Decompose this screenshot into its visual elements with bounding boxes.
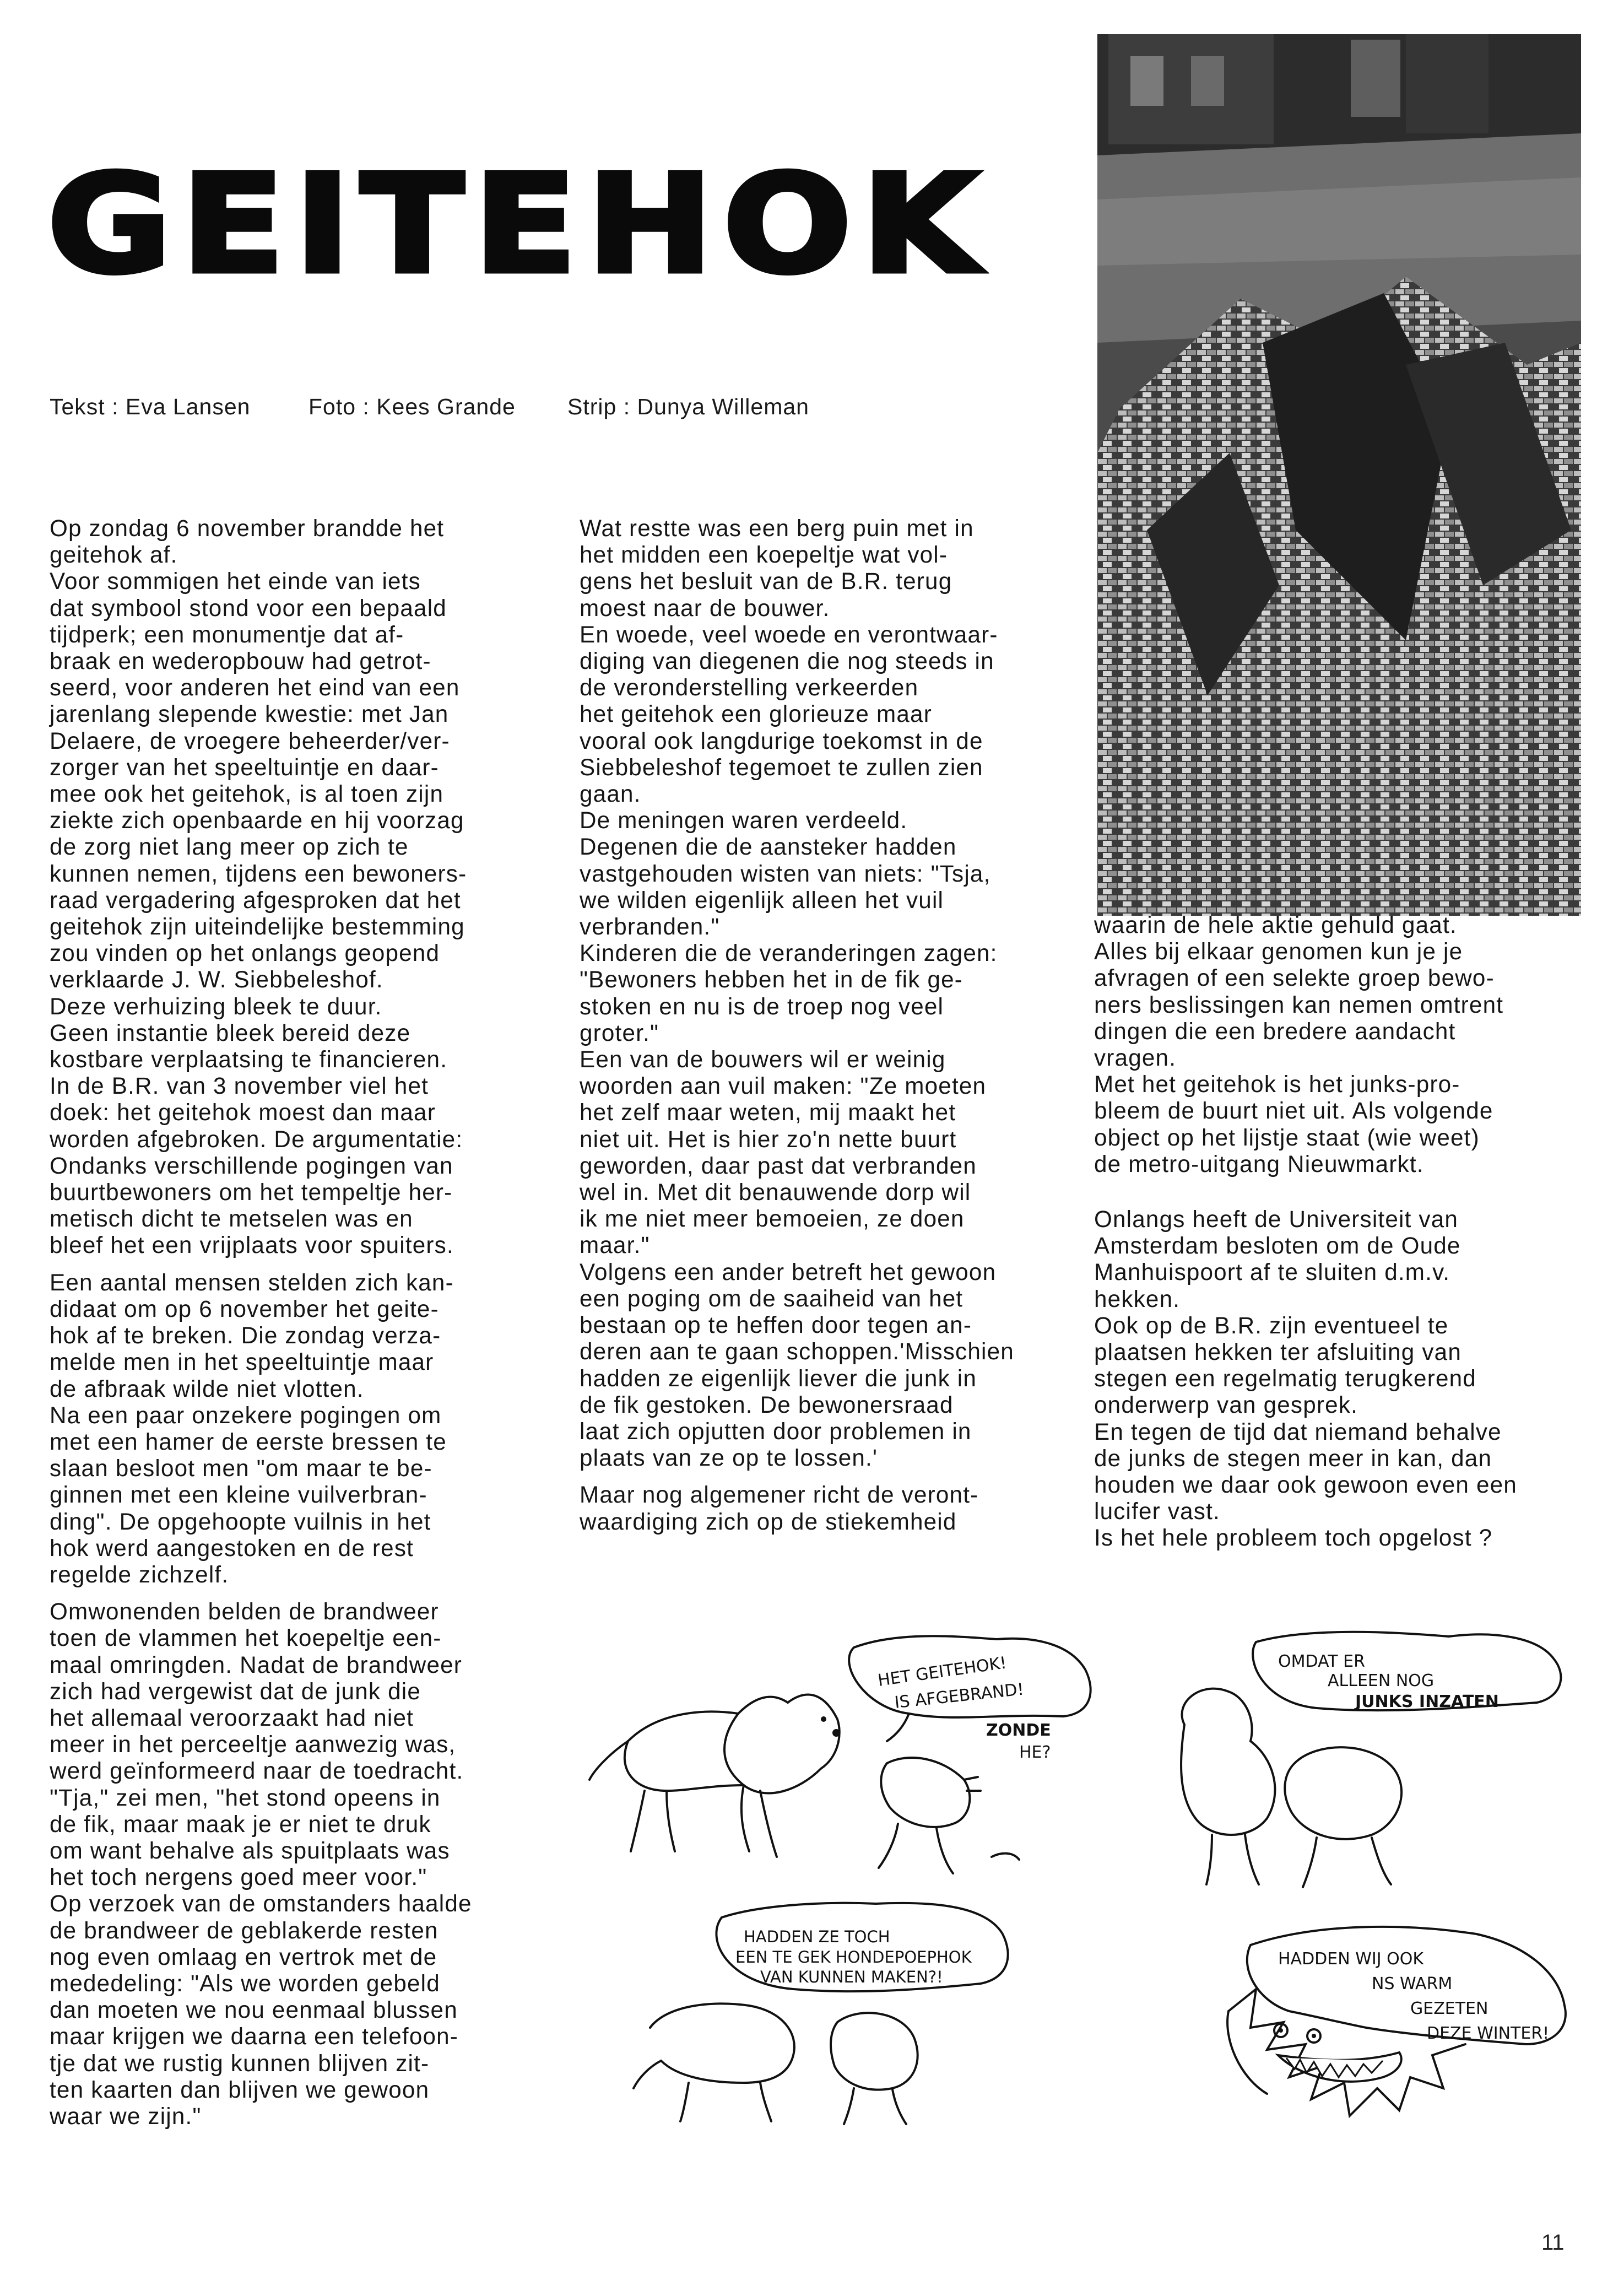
text-line: geitehok af. <box>50 542 178 568</box>
text-line: braak en wederopbouw had getrot- <box>50 648 431 674</box>
text-line: worden afgebroken. De argumentatie: <box>50 1126 463 1152</box>
article-title: GEITEHOK <box>47 146 989 303</box>
credit-text: Tekst : Eva Lansen <box>50 394 251 419</box>
text-line: werd geïnformeerd naar de toedracht. <box>50 1758 464 1784</box>
text-line: de afbraak wilde niet vlotten. <box>50 1375 364 1402</box>
text-line: waardiging zich op de stiekemheid <box>580 1508 957 1535</box>
col2-para-2 <box>580 1482 1014 1535</box>
text-line: dat symbool stond voor een bepaald <box>50 595 447 621</box>
text-line: Voor sommigen het einde van iets <box>50 568 421 595</box>
text-line: dan moeten we nou eenmaal blussen <box>50 1997 458 2023</box>
text-line: buurtbewoners om het tempeltje her- <box>50 1179 453 1206</box>
col1-para-2 <box>50 1269 472 1588</box>
text-line: meer in het perceeltje aanwezig was, <box>50 1731 456 1758</box>
col2-para-1 <box>580 515 1014 1471</box>
text-line: Kinderen die de veranderingen zagen: <box>580 940 998 966</box>
credit-photo: Foto : Kees Grande <box>308 394 516 419</box>
text-line: de brandweer de geblakerde resten <box>50 1917 439 1943</box>
speech-text: NS WARM <box>1372 1974 1453 1994</box>
speech-text: IS AFGEBRAND! <box>894 1679 1025 1712</box>
text-line: Wat restte was een berg puin met in <box>580 515 974 541</box>
cartoon-panel-4 <box>1217 1912 1581 2143</box>
text-line: Ook op de B.R. zijn eventueel te <box>1094 1312 1449 1338</box>
text-line: gens het besluit van de B.R. terug <box>580 568 952 595</box>
text-line: om want behalve als spuitplaats was <box>50 1837 450 1863</box>
text-line: maar krijgen we daarna een telefoon- <box>50 2023 459 2050</box>
text-line: woorden aan vuil maken: "Ze moeten <box>580 1073 987 1099</box>
text-line: het toch nergens goed meer voor." <box>50 1864 427 1890</box>
text-line: doek: het geitehok moest dan maar <box>50 1099 436 1126</box>
text-line: plaatsen hekken ter afsluiting van <box>1094 1339 1462 1365</box>
text-line: Met het geitehok is het junks-pro- <box>1094 1071 1460 1098</box>
text-line: bleem de buurt niet uit. Als volgende <box>1094 1098 1493 1124</box>
text-line: regelde zichzelf. <box>50 1561 229 1587</box>
text-line: Een van de bouwers wil er weinig <box>580 1046 946 1073</box>
text-line: een poging om de saaiheid van het <box>580 1285 964 1311</box>
text-line: En tegen de tijd dat niemand behalve <box>1094 1418 1502 1445</box>
text-line: waar we zijn." <box>50 2103 202 2129</box>
text-line: de metro-uitgang Nieuwmarkt. <box>1094 1150 1424 1177</box>
text-line: tje dat we rustig kunnen blijven zit- <box>50 2050 430 2076</box>
text-line: "Tja," zei men, "het stond opeens in <box>50 1784 441 1811</box>
text-line: nog even omlaag en vertrok met de <box>50 1943 437 1970</box>
text-line: de fik gestoken. De bewonersraad <box>580 1391 954 1418</box>
text-line: object op het lijstje staat (wie weet) <box>1094 1124 1480 1150</box>
text-line: verklaarde J. W. Siebbeleshof. <box>50 966 383 993</box>
speech-text: ALLEEN NOG <box>1328 1671 1435 1690</box>
text-line: kunnen nemen, tijdens een bewoners- <box>50 860 467 887</box>
text-line: verbranden." <box>580 914 720 940</box>
text-line: de zorg niet lang meer op zich te <box>50 834 409 860</box>
text-line: toen de vlammen het koepeltje een- <box>50 1625 442 1651</box>
speech-text: ZONDE <box>986 1721 1051 1740</box>
text-line: Maar nog algemener richt de veront- <box>580 1482 979 1508</box>
text-line: de veronderstelling verkeerden <box>580 674 919 701</box>
text-line: Alles bij elkaar genomen kun je je <box>1094 938 1463 965</box>
text-line: Op verzoek van de omstanders haalde <box>50 1890 472 1917</box>
column-1 <box>50 515 472 2140</box>
text-line: geitehok zijn uiteindelijke bestemming <box>50 914 465 940</box>
text-line: maar." <box>580 1232 650 1258</box>
text-line: waarin de hele aktie gehuld gaat. <box>1094 912 1457 938</box>
text-line: mededeling: "Als we worden gebeld <box>50 1970 440 1996</box>
text-line: zou vinden op het onlangs geopend <box>50 940 440 966</box>
text-line: De meningen waren verdeeld. <box>580 807 908 834</box>
col3-para-1 <box>1094 912 1517 1177</box>
text-line: het geitehok een glorieuze maar <box>580 701 932 727</box>
text-line: hok af te breken. Die zondag verza- <box>50 1322 441 1349</box>
text-line: ten kaarten dan blijven we gewoon <box>50 2076 430 2103</box>
speech-text: OMDAT ER <box>1278 1652 1365 1671</box>
text-line: gaan. <box>580 781 641 807</box>
text-line: vragen. <box>1094 1045 1177 1071</box>
column-2 <box>580 515 1014 1546</box>
text-line: didaat om op 6 november het geite- <box>50 1295 439 1322</box>
rubble-photo <box>1097 34 1581 916</box>
text-line: tijdperk; een monumentje dat af- <box>50 621 404 647</box>
text-line: hok werd aangestoken en de rest <box>50 1535 414 1561</box>
text-line: melde men in het speeltuintje maar <box>50 1349 434 1375</box>
text-line: deren aan te gaan schoppen.'Misschien <box>580 1338 1014 1365</box>
text-line: ziekte zich openbaarde en hij voorzag <box>50 807 464 834</box>
text-line: wel in. Met dit benauwende dorp wil <box>580 1179 971 1206</box>
text-line: ners beslissingen kan nemen omtrent <box>1094 991 1504 1018</box>
text-line: het allemaal veroorzaakt had niet <box>50 1704 414 1731</box>
text-line: laat zich opjutten door problemen in <box>580 1418 972 1444</box>
cartoon-panel-2 <box>1151 1625 1570 1912</box>
text-line: In de B.R. van 3 november viel het <box>50 1073 429 1099</box>
text-line: Delaere, de vroegere beheerder/ver- <box>50 727 450 754</box>
text-line: geworden, daar past dat verbranden <box>580 1152 977 1179</box>
speech-text: DEZE WINTER! <box>1427 2024 1550 2043</box>
speech-text: GEZETEN <box>1410 1999 1488 2018</box>
text-line: houden we daar ook gewoon even een <box>1094 1472 1517 1498</box>
text-line: seerd, voor anderen het eind van een <box>50 674 460 701</box>
text-line: de junks de stegen meer in kan, dan <box>1094 1445 1492 1471</box>
text-line: groter." <box>580 1019 659 1046</box>
text-line: lucifer vast. <box>1094 1498 1220 1525</box>
text-line: afvragen of een selekte groep bewo- <box>1094 965 1495 991</box>
text-line: moest naar de bouwer. <box>580 595 830 621</box>
text-line: raad vergadering afgesproken dat het <box>50 887 461 913</box>
text-line: dingen die een bredere aandacht <box>1094 1018 1456 1044</box>
text-line: we wilden eigenlijk alleen het vuil <box>580 887 944 913</box>
page-number: 11 <box>1541 2230 1565 2255</box>
text-line: hekken. <box>1094 1285 1181 1312</box>
col1-para-1 <box>50 515 472 1259</box>
col1-para-3 <box>50 1598 472 2130</box>
speech-text: EEN TE GEK HONDEPOEPHOK <box>735 1948 972 1967</box>
text-line: Op zondag 6 november brandde het <box>50 515 445 541</box>
cartoon-panel-1 <box>578 1625 1107 1912</box>
text-line: plaats van ze op te lossen.' <box>580 1445 878 1471</box>
col3-para-2 <box>1094 1206 1517 1552</box>
speech-text: HADDEN ZE TOCH <box>744 1927 890 1946</box>
text-line: Manhuispoort af te sluiten d.m.v. <box>1094 1259 1450 1285</box>
text-line: En woede, veel woede en verontwaar- <box>580 621 998 647</box>
text-line: Volgens een ander betreft het gewoon <box>580 1258 997 1285</box>
text-line: het zelf maar weten, mij maakt het <box>580 1099 956 1126</box>
text-line: met een hamer de eerste bressen te <box>50 1428 447 1455</box>
text-line: Onlangs heeft de Universiteit van <box>1094 1206 1459 1233</box>
text-line: "Bewoners hebben het in de fik ge- <box>580 966 964 993</box>
text-line: kostbare verplaatsing te financieren. <box>50 1046 448 1073</box>
text-line: maal omringden. Nadat de brandweer <box>50 1651 463 1678</box>
speech-text: JUNKS INZATEN <box>1355 1692 1499 1711</box>
text-line: ding". De opgehoopte vuilnis in het <box>50 1508 431 1535</box>
text-line: slaan besloot men "om maar te be- <box>50 1455 432 1482</box>
text-line: vastgehouden wisten van niets: "Tsja, <box>580 860 991 887</box>
text-line: hadden ze eigenlijk liever die junk in <box>580 1365 977 1391</box>
text-line: bestaan op te heffen door tegen an- <box>580 1312 972 1338</box>
speech-text: VAN KUNNEN MAKEN?! <box>760 1968 943 1986</box>
text-line: diging van diegenen die nog steeds in <box>580 648 994 674</box>
text-line: mee ook het geitehok, is al toen zijn <box>50 781 444 807</box>
text-line: metisch dicht te metselen was en <box>50 1206 413 1232</box>
column-3 <box>1094 912 1517 1562</box>
text-line: ik me niet meer bemoeien, ze doen <box>580 1206 965 1232</box>
text-line: de fik, maar maak je er niet te druk <box>50 1811 431 1837</box>
text-line: niet uit. Het is hier zo'n nette buurt <box>580 1126 957 1152</box>
speech-text: HADDEN WIJ OOK <box>1278 1949 1424 1969</box>
text-line: Deze verhuizing bleek te duur. <box>50 993 382 1019</box>
text-line: Na een paar onzekere pogingen om <box>50 1402 442 1428</box>
text-line: onderwerp van gesprek. <box>1094 1392 1358 1418</box>
speech-text: HE? <box>1019 1743 1051 1762</box>
text-line: Amsterdam besloten om de Oude <box>1094 1233 1461 1259</box>
text-line: zorger van het speeltuintje en daar- <box>50 754 439 780</box>
text-line: het midden een koepeltje wat vol- <box>580 542 948 568</box>
cartoon-panel-3 <box>617 1895 1091 2138</box>
text-line: bleef het een vrijplaats voor spuiters. <box>50 1232 454 1258</box>
text-line: Siebbeleshof tegemoet te zullen zien <box>580 754 983 780</box>
text-line: Degenen die de aansteker hadden <box>580 834 957 860</box>
text-line: stegen een regelmatig terugkerend <box>1094 1365 1476 1392</box>
credit-strip: Strip : Dunya Willeman <box>567 394 809 419</box>
text-line: stoken en nu is de troep nog veel <box>580 993 944 1019</box>
text-line: Geen instantie bleek bereid deze <box>50 1019 411 1046</box>
text-line: Een aantal mensen stelden zich kan- <box>50 1269 454 1295</box>
text-line: ginnen met een kleine vuilverbran- <box>50 1482 427 1508</box>
text-line: vooral ook langdurige toekomst in de <box>580 727 983 754</box>
text-line: jarenlang slepende kwestie: met Jan <box>50 701 449 727</box>
text-line: Is het hele probleem toch opgelost ? <box>1094 1525 1493 1551</box>
text-line: zich had vergewist dat de junk die <box>50 1678 421 1704</box>
text-line: Omwonenden belden de brandweer <box>50 1598 439 1625</box>
text-line: Ondanks verschillende pogingen van <box>50 1152 453 1179</box>
speech-text: HET GEITEHOK! <box>876 1653 1008 1690</box>
